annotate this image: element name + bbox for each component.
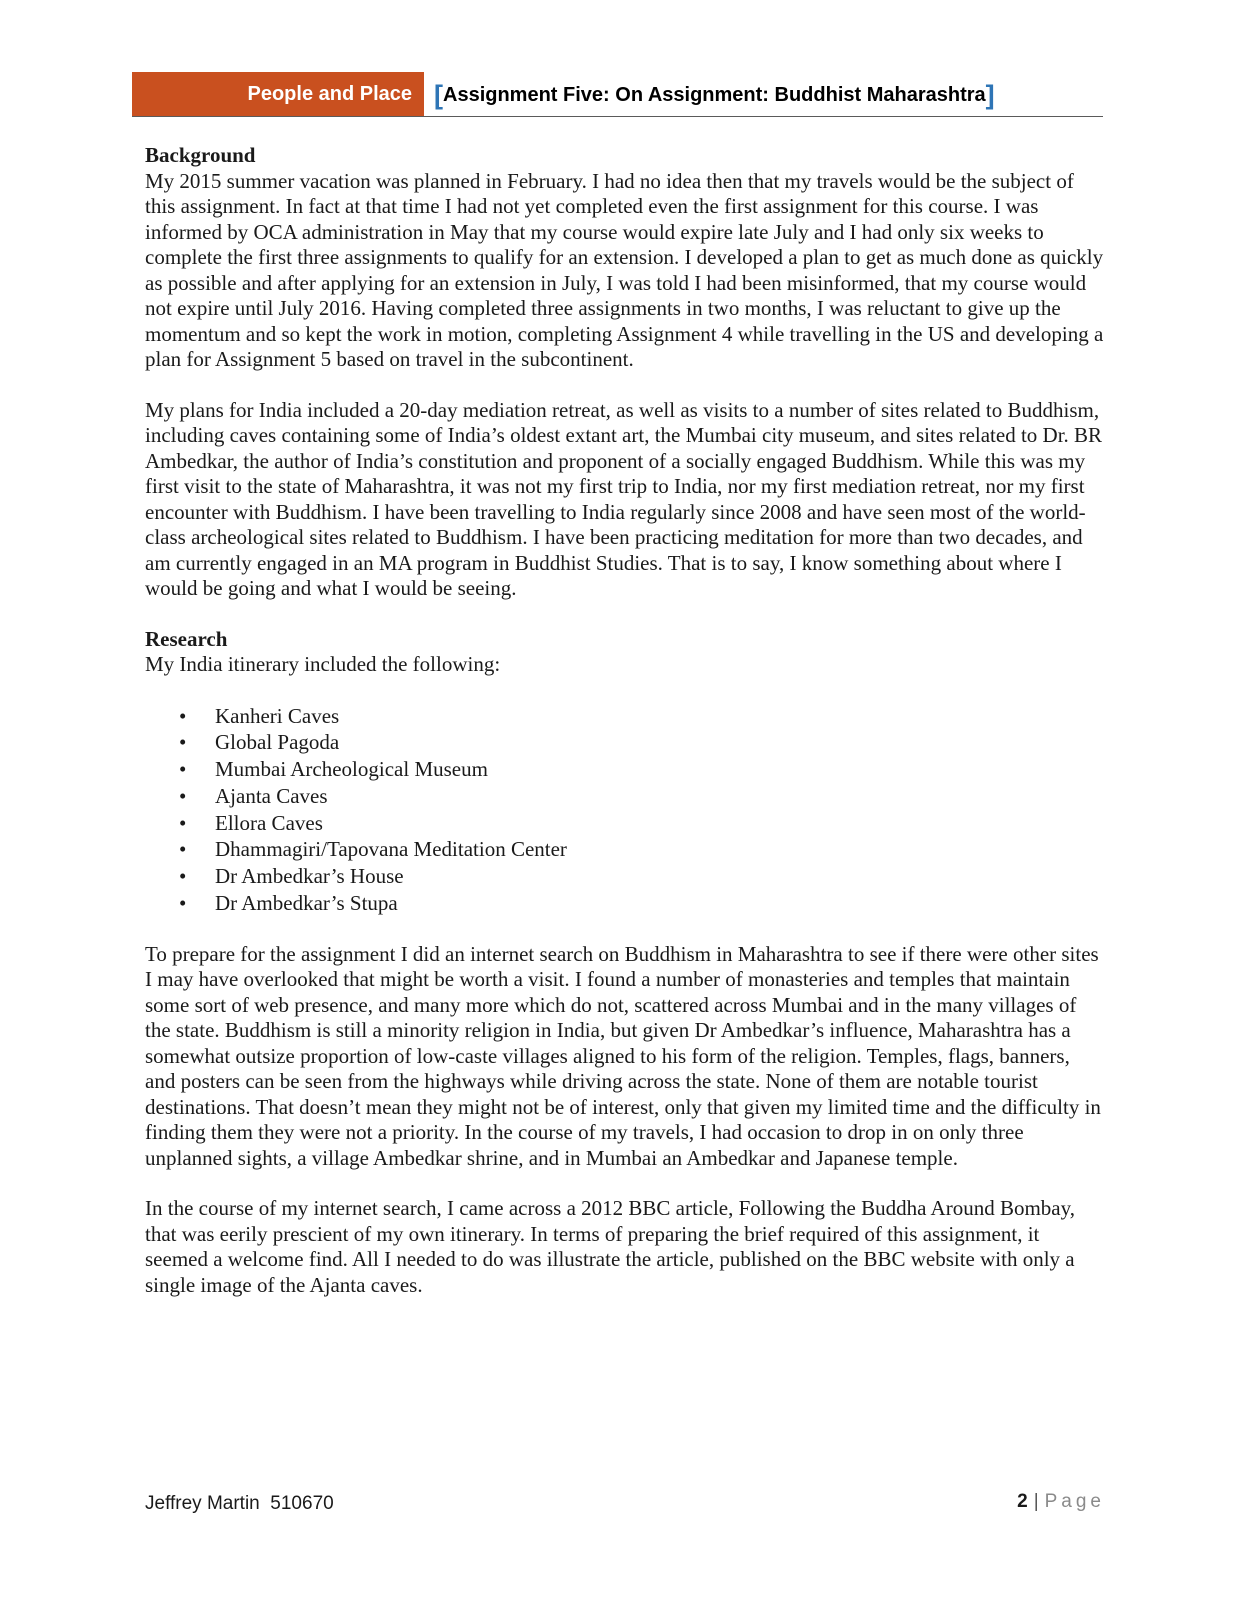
page-separator: | bbox=[1033, 1491, 1039, 1512]
research-paragraph-1: To prepare for the assignment I did an internet search on Buddhism in Maharashtra to see if there were other sites I may have overlooked that might be worth a visit. I found a number of monasteries and temples that maintain some sort of web presence, and many more which do not, scattered across Mumbai and in the many villages of the state. Buddhism is still a minority religion in India, but given Dr Ambedkar’s influence, Maharashtra has a somewhat outsize proportion of low-caste villages aligned to his form of the religion. Temples, flags, banners, and posters can be seen from the highways while driving across the state. None of them are notable tourist destinations. That doesn’t mean they might not be of interest, only that given my limited time and the difficulty in finding them they were not a priority. In the course of my travels, I had occasion to drop in on only three unplanned sights, a village Ambedkar shrine, and in Mumbai an Ambedkar and Japanese temple. bbox=[145, 941, 1101, 1170]
itinerary-item-text: Ajanta Caves bbox=[215, 783, 328, 808]
bullet-icon: • bbox=[179, 757, 187, 782]
itinerary-item-text: Dr Ambedkar’s Stupa bbox=[215, 891, 398, 916]
header-bracket-open: [ bbox=[434, 79, 443, 110]
header-section-tab bbox=[132, 72, 424, 117]
bullet-icon: • bbox=[179, 891, 187, 916]
bullet-icon: • bbox=[179, 703, 187, 728]
itinerary-item-text: Dhammagiri/Tapovana Meditation Center bbox=[215, 837, 567, 862]
list-item bbox=[145, 890, 1105, 917]
header-title-text: Assignment Five: On Assignment: Buddhist Maharashtra bbox=[443, 83, 986, 106]
list-item bbox=[145, 863, 1105, 890]
list-item bbox=[145, 756, 1105, 783]
bullet-icon: • bbox=[179, 864, 187, 889]
list-item bbox=[145, 729, 1105, 756]
itinerary-item-text: Global Pagoda bbox=[215, 730, 340, 755]
document-body bbox=[145, 143, 1105, 1323]
research-intro: My India itinerary included the following: bbox=[145, 652, 501, 676]
research-heading: Research bbox=[145, 626, 228, 651]
list-item bbox=[145, 836, 1105, 863]
header-tab-label: People and Place bbox=[247, 83, 412, 105]
list-item bbox=[145, 810, 1105, 837]
itinerary-item-text: Kanheri Caves bbox=[215, 703, 340, 728]
page-label: Page bbox=[1044, 1491, 1105, 1512]
itinerary-item-text: Ellora Caves bbox=[215, 810, 323, 835]
background-paragraph-2: My plans for India included a 20-day mediation retreat, as well as visits to a number of sites related to Buddhism, including caves containing some of India’s oldest extant art, the Mumbai city museum, and sites related to Dr. BR Ambedkar, the author of India’s constitution and proponent of a socially engaged Buddhism. While this was my first visit to the state of Maharashtra, it was not my first trip to India, nor my first mediation retreat, nor my first encounter with Buddhism. I have been travelling to India regularly since 2008 and have seen most of the world-class archeological sites related to Buddhism. I have been practicing meditation for more than two decades, and am currently engaged in an MA program in Buddhist Studies. That is to say, I know something about where I would be going and what I would be seeing. bbox=[145, 397, 1103, 600]
header-divider bbox=[132, 116, 1103, 117]
bullet-icon: • bbox=[179, 783, 187, 808]
itinerary-item-text: Mumbai Archeological Museum bbox=[215, 757, 488, 782]
research-paragraph-2: In the course of my internet search, I came across a 2012 BBC article, Following the Buddha Around Bombay, that was eerily prescient of my own itinerary. In terms of preparing the brief required of this assignment, it seemed a welcome find. All I needed to do was illustrate the article, published on the BBC website with only a single image of the Ajanta caves. bbox=[145, 1196, 1075, 1297]
itinerary-list bbox=[145, 703, 1105, 917]
background-heading: Background bbox=[145, 143, 256, 167]
header-bracket-close: ] bbox=[985, 79, 995, 110]
bullet-icon: • bbox=[179, 730, 187, 755]
background-paragraph-1: My 2015 summer vacation was planned in February. I had no idea then that my travels would be the subject of this assignment. In fact at that time I had not yet completed even the first assignment for this course. I was informed by OCA administration in May that my course would expire late July and I had only six weeks to complete the first three assignments to qualify for an extension. I developed a plan to get as much done as quickly as possible and after applying for an extension in July, I was told I had been misinformed, that my course would not expire until July 2016. Having completed three assignments in two months, I was reluctant to give up the momentum and so kept the work in motion, completing Assignment 4 while travelling in the US and developing a plan for Assignment 5 based on travel in the subcontinent. bbox=[145, 168, 1104, 371]
header-assignment-title bbox=[434, 78, 995, 112]
list-item bbox=[145, 783, 1105, 810]
bullet-icon: • bbox=[179, 810, 187, 835]
itinerary-item-text: Dr Ambedkar’s House bbox=[215, 864, 404, 889]
footer-author: Jeffrey Martin 510670 bbox=[145, 1493, 334, 1514]
footer-page-indicator bbox=[1017, 1491, 1105, 1513]
list-item bbox=[145, 703, 1105, 730]
page-number: 2 bbox=[1017, 1491, 1028, 1512]
bullet-icon: • bbox=[179, 837, 187, 862]
